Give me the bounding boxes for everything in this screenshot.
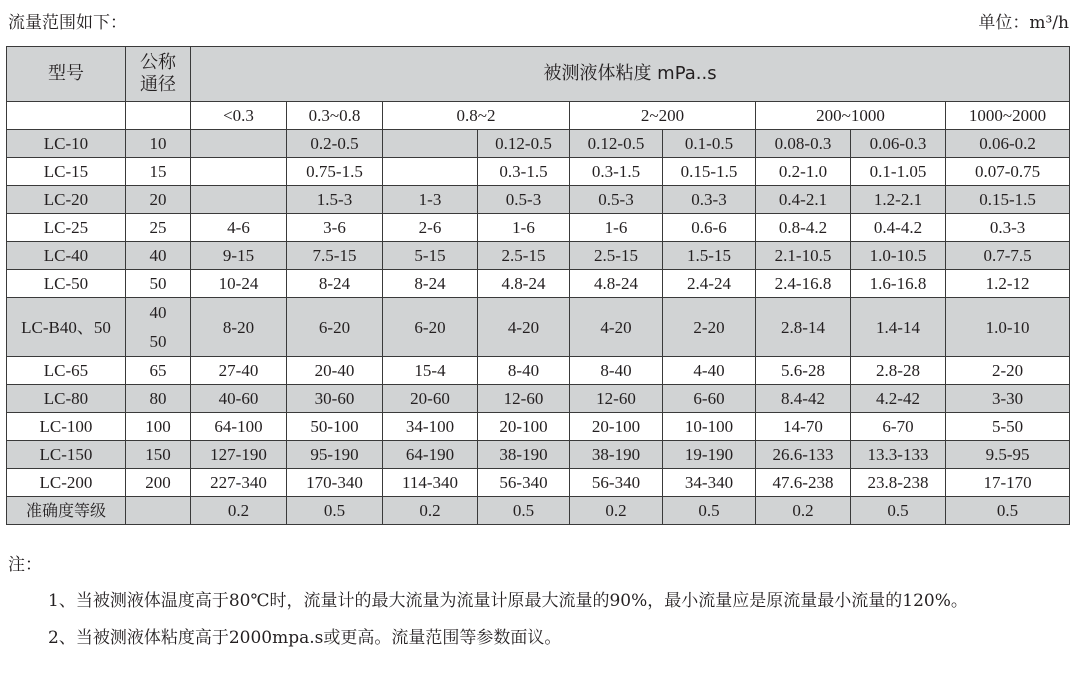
model-cell: LC-50 xyxy=(7,270,126,298)
flow-value-cell: 7.5-15 xyxy=(287,242,383,270)
flow-value-cell: 19-190 xyxy=(663,441,756,469)
table-row xyxy=(7,357,1070,385)
flow-value-cell: 1.4-14 xyxy=(851,298,946,357)
flow-value-cell: 4.8-24 xyxy=(570,270,663,298)
model-cell: LC-100 xyxy=(7,413,126,441)
flow-value-cell: 12-60 xyxy=(570,385,663,413)
flow-value-cell: 56-340 xyxy=(478,469,570,497)
flow-value-cell: 5.6-28 xyxy=(756,357,851,385)
range-cell: <0.3 xyxy=(191,102,287,130)
flow-value-cell: 0.06-0.3 xyxy=(851,130,946,158)
table-row xyxy=(7,186,1070,214)
flow-value-cell: 8-20 xyxy=(191,298,287,357)
table-row xyxy=(7,385,1070,413)
model-cell: LC-150 xyxy=(7,441,126,469)
flow-value-cell: 20-60 xyxy=(383,385,478,413)
dn-value: 100 xyxy=(145,417,171,436)
flow-value-cell: 2.8-28 xyxy=(851,357,946,385)
dn-cell xyxy=(126,242,191,270)
flow-value-cell: 38-190 xyxy=(478,441,570,469)
col-header-dn-line: 通径 xyxy=(140,74,176,95)
flow-value-cell: 2.1-10.5 xyxy=(756,242,851,270)
flow-value-cell: 1-6 xyxy=(478,214,570,242)
flow-value-cell: 0.75-1.5 xyxy=(287,158,383,186)
model-cell: LC-200 xyxy=(7,469,126,497)
flow-value-cell: 10-100 xyxy=(663,413,756,441)
table-body xyxy=(7,130,1070,525)
flow-value-cell: 0.5 xyxy=(478,497,570,525)
flow-value-cell: 0.2 xyxy=(570,497,663,525)
table-row xyxy=(7,214,1070,242)
flow-value-cell: 6-60 xyxy=(663,385,756,413)
flow-value-cell: 1-6 xyxy=(570,214,663,242)
dn-cell xyxy=(126,270,191,298)
flow-value-cell xyxy=(191,158,287,186)
flow-value-cell: 8.4-42 xyxy=(756,385,851,413)
col-header-viscosity: 被测液体粘度 mPa..s xyxy=(191,47,1070,102)
flow-value-cell: 8-24 xyxy=(383,270,478,298)
notes-heading: 注： xyxy=(8,555,42,575)
flow-value-cell: 1.5-3 xyxy=(287,186,383,214)
flow-value-cell: 3-6 xyxy=(287,214,383,242)
dn-cell xyxy=(126,441,191,469)
flow-value-cell xyxy=(383,130,478,158)
flow-value-cell: 0.3-1.5 xyxy=(478,158,570,186)
flow-value-cell: 14-70 xyxy=(756,413,851,441)
dn-value: 15 xyxy=(149,162,167,181)
flow-value-cell: 2.5-15 xyxy=(570,242,663,270)
model-cell: LC-65 xyxy=(7,357,126,385)
flow-value-cell: 0.2 xyxy=(756,497,851,525)
notes-section xyxy=(8,552,1071,651)
flow-value-cell: 1.0-10.5 xyxy=(851,242,946,270)
range-cell: 2~200 xyxy=(570,102,756,130)
flow-value-cell: 17-170 xyxy=(946,469,1070,497)
range-blank xyxy=(126,102,191,130)
flow-value-cell: 34-340 xyxy=(663,469,756,497)
flow-value-cell: 0.12-0.5 xyxy=(570,130,663,158)
flow-value-cell: 1.0-10 xyxy=(946,298,1070,357)
flow-value-cell: 0.12-0.5 xyxy=(478,130,570,158)
model-cell: LC-20 xyxy=(7,186,126,214)
flow-value-cell: 2.5-15 xyxy=(478,242,570,270)
flow-value-cell: 95-190 xyxy=(287,441,383,469)
table-row xyxy=(7,242,1070,270)
flow-value-cell: 13.3-133 xyxy=(851,441,946,469)
dn-cell xyxy=(126,158,191,186)
flow-value-cell xyxy=(191,186,287,214)
col-header-dn xyxy=(126,47,191,102)
table-row xyxy=(7,441,1070,469)
dn-value: 150 xyxy=(145,445,171,464)
dn-cell xyxy=(126,186,191,214)
dn-value: 10 xyxy=(149,134,167,153)
dn-value: 40 xyxy=(149,246,167,265)
flow-value-cell: 0.07-0.75 xyxy=(946,158,1070,186)
model-cell: LC-40 xyxy=(7,242,126,270)
flow-value-cell: 1.6-16.8 xyxy=(851,270,946,298)
flow-value-cell: 5-15 xyxy=(383,242,478,270)
flow-value-cell: 34-100 xyxy=(383,413,478,441)
flow-value-cell: 2-20 xyxy=(946,357,1070,385)
flow-value-cell: 0.4-2.1 xyxy=(756,186,851,214)
flow-value-cell: 1-3 xyxy=(383,186,478,214)
dn-value: 80 xyxy=(149,389,167,408)
flow-value-cell: 8-40 xyxy=(570,357,663,385)
flow-value-cell: 6-70 xyxy=(851,413,946,441)
col-header-model: 型号 xyxy=(7,47,126,102)
flow-value-cell: 0.3-1.5 xyxy=(570,158,663,186)
flow-value-cell: 38-190 xyxy=(570,441,663,469)
flow-value-cell: 20-100 xyxy=(478,413,570,441)
flow-value-cell: 40-60 xyxy=(191,385,287,413)
flow-value-cell: 0.2-0.5 xyxy=(287,130,383,158)
flow-value-cell: 1.2-2.1 xyxy=(851,186,946,214)
flow-value-cell: 26.6-133 xyxy=(756,441,851,469)
flow-value-cell: 1.5-15 xyxy=(663,242,756,270)
table-row xyxy=(7,270,1070,298)
flow-value-cell: 0.08-0.3 xyxy=(756,130,851,158)
dn-value: 50 xyxy=(149,332,167,351)
flow-value-cell: 10-24 xyxy=(191,270,287,298)
flow-value-cell: 6-20 xyxy=(383,298,478,357)
flow-value-cell: 2.4-16.8 xyxy=(756,270,851,298)
flow-value-cell: 30-60 xyxy=(287,385,383,413)
page-title: 流量范围如下： xyxy=(8,13,127,33)
flow-value-cell: 20-100 xyxy=(570,413,663,441)
flow-value-cell: 114-340 xyxy=(383,469,478,497)
flow-value-cell: 0.5 xyxy=(663,497,756,525)
flow-value-cell: 4-40 xyxy=(663,357,756,385)
flow-value-cell: 4.2-42 xyxy=(851,385,946,413)
range-cell: 0.3~0.8 xyxy=(287,102,383,130)
flow-value-cell: 6-20 xyxy=(287,298,383,357)
dn-cell xyxy=(126,497,191,525)
flow-value-cell: 1.2-12 xyxy=(946,270,1070,298)
flow-value-cell: 0.8-4.2 xyxy=(756,214,851,242)
table-row xyxy=(7,158,1070,186)
flow-value-cell: 8-24 xyxy=(287,270,383,298)
model-cell: LC-15 xyxy=(7,158,126,186)
col-header-dn-line: 公称 xyxy=(140,52,176,74)
model-cell: 准确度等级 xyxy=(7,497,126,525)
dn-cell xyxy=(126,357,191,385)
range-cell: 200~1000 xyxy=(756,102,946,130)
flow-value-cell: 0.3-3 xyxy=(663,186,756,214)
flow-value-cell: 227-340 xyxy=(191,469,287,497)
dn-cell xyxy=(126,413,191,441)
flow-value-cell: 0.15-1.5 xyxy=(946,186,1070,214)
flow-value-cell xyxy=(191,130,287,158)
flow-value-cell: 20-40 xyxy=(287,357,383,385)
model-cell: LC-10 xyxy=(7,130,126,158)
table-row xyxy=(7,497,1070,525)
flow-value-cell: 50-100 xyxy=(287,413,383,441)
flow-value-cell: 0.15-1.5 xyxy=(663,158,756,186)
flow-value-cell: 0.3-3 xyxy=(946,214,1070,242)
unit-label: 单位：m³/h xyxy=(978,13,1069,33)
flow-value-cell xyxy=(383,158,478,186)
table-header-row xyxy=(7,47,1070,102)
flow-value-cell: 4-20 xyxy=(570,298,663,357)
flow-value-cell: 4-6 xyxy=(191,214,287,242)
flow-value-cell: 47.6-238 xyxy=(756,469,851,497)
dn-cell xyxy=(126,130,191,158)
model-cell: LC-B40、50 xyxy=(7,298,126,357)
table-row xyxy=(7,469,1070,497)
flow-value-cell: 0.7-7.5 xyxy=(946,242,1070,270)
flow-value-cell: 0.4-4.2 xyxy=(851,214,946,242)
range-cell: 0.8~2 xyxy=(383,102,570,130)
flow-value-cell: 2.8-14 xyxy=(756,298,851,357)
flow-value-cell: 0.5 xyxy=(946,497,1070,525)
table-row xyxy=(7,413,1070,441)
flow-value-cell: 127-190 xyxy=(191,441,287,469)
dn-cell xyxy=(126,298,191,357)
flow-value-cell: 0.2 xyxy=(383,497,478,525)
flow-value-cell: 27-40 xyxy=(191,357,287,385)
table-row xyxy=(7,298,1070,357)
note-item: 1、当被测液体温度高于80℃时，流量计的最大流量为流量计原最大流量的90%，最小流量应是原流量最小流量的120%。 xyxy=(48,591,968,612)
flow-value-cell: 3-30 xyxy=(946,385,1070,413)
flow-value-cell: 0.1-0.5 xyxy=(663,130,756,158)
flow-value-cell: 64-190 xyxy=(383,441,478,469)
flow-value-cell: 0.6-6 xyxy=(663,214,756,242)
flow-value-cell: 64-100 xyxy=(191,413,287,441)
flow-value-cell: 2-20 xyxy=(663,298,756,357)
flow-value-cell: 4-20 xyxy=(478,298,570,357)
flow-value-cell: 0.1-1.05 xyxy=(851,158,946,186)
flow-value-cell: 8-40 xyxy=(478,357,570,385)
flow-value-cell: 4.8-24 xyxy=(478,270,570,298)
flow-value-cell: 5-50 xyxy=(946,413,1070,441)
model-cell: LC-25 xyxy=(7,214,126,242)
flow-value-cell: 15-4 xyxy=(383,357,478,385)
flow-value-cell: 56-340 xyxy=(570,469,663,497)
dn-cell xyxy=(126,469,191,497)
dn-value: 25 xyxy=(149,218,167,237)
flow-value-cell: 0.5-3 xyxy=(570,186,663,214)
dn-cell xyxy=(126,214,191,242)
flow-value-cell: 0.06-0.2 xyxy=(946,130,1070,158)
dn-cell xyxy=(126,385,191,413)
dn-value: 50 xyxy=(149,274,167,293)
table-row xyxy=(7,130,1070,158)
range-blank xyxy=(7,102,126,130)
viscosity-range-row xyxy=(7,102,1070,130)
flow-value-cell: 0.5 xyxy=(851,497,946,525)
flow-value-cell: 170-340 xyxy=(287,469,383,497)
model-cell: LC-80 xyxy=(7,385,126,413)
flow-value-cell: 0.5 xyxy=(287,497,383,525)
dn-value: 200 xyxy=(145,473,171,492)
flow-value-cell: 2.4-24 xyxy=(663,270,756,298)
flow-range-table xyxy=(6,46,1070,525)
range-cell: 1000~2000 xyxy=(946,102,1070,130)
flow-value-cell: 23.8-238 xyxy=(851,469,946,497)
dn-value: 40 xyxy=(149,303,167,322)
dn-value: 65 xyxy=(149,361,167,380)
flow-value-cell: 12-60 xyxy=(478,385,570,413)
flow-value-cell: 0.5-3 xyxy=(478,186,570,214)
flow-value-cell: 2-6 xyxy=(383,214,478,242)
flow-value-cell: 0.2 xyxy=(191,497,287,525)
dn-value: 20 xyxy=(149,190,167,209)
flow-value-cell: 9.5-95 xyxy=(946,441,1070,469)
flow-value-cell: 9-15 xyxy=(191,242,287,270)
flow-value-cell: 0.2-1.0 xyxy=(756,158,851,186)
note-item: 2、当被测液体粘度高于2000mpa.s或更高。流量范围等参数面议。 xyxy=(48,627,562,648)
